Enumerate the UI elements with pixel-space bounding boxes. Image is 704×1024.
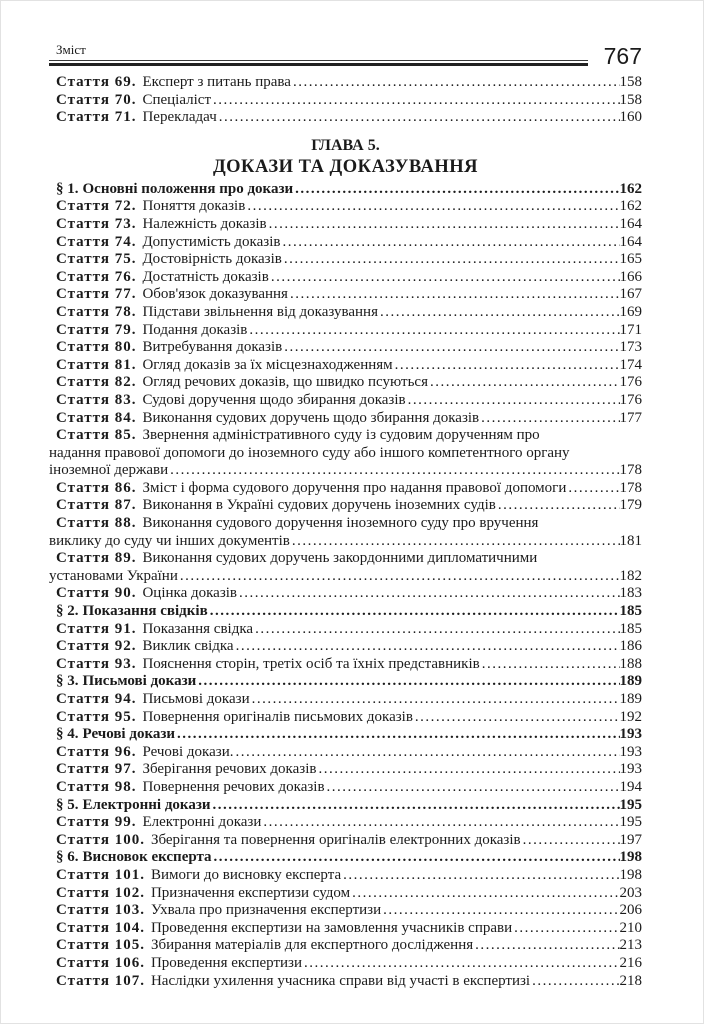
toc-entry (49, 673, 642, 691)
dot-leader (480, 656, 620, 674)
entry-title: Вимоги до висновку експерта (150, 866, 342, 883)
toc-entry (49, 427, 642, 480)
toc-entry-row (49, 603, 642, 621)
toc-entry (49, 339, 642, 357)
article-label: Стаття 99. (56, 814, 137, 831)
header-rule-block (49, 42, 588, 66)
toc-entry (49, 973, 642, 991)
entry-title: Виконання в Україні судових доручень іноземних судів (142, 497, 496, 514)
entry-page-number: 178 (619, 462, 642, 479)
toc-entry (49, 216, 642, 234)
dot-leader (406, 392, 620, 410)
entry-title: Витребування доказів (142, 339, 283, 356)
dot-leader (211, 92, 620, 110)
entry-title: Показання свідка (142, 620, 254, 637)
toc-entry-row (49, 832, 642, 850)
entry-title: Пояснення сторін, третіх осіб та їхніх представників (142, 655, 480, 672)
page-number: 767 (603, 43, 642, 69)
toc-entry-row (49, 234, 642, 252)
dot-leader (261, 814, 619, 832)
entry-title: Судові доручення щодо збирання доказів (142, 391, 406, 408)
dot-leader (168, 462, 619, 480)
entry-page-number: 169 (619, 303, 642, 320)
entry-title: Звернення адміністративного суду із судовим дорученням про (142, 427, 540, 444)
chapter-heading-line2: ДОКАЗИ ТА ДОКАЗУВАННЯ (212, 156, 479, 177)
toc-entry-row (49, 286, 642, 304)
dot-leader (381, 902, 619, 920)
article-label: Стаття 105. (56, 937, 145, 954)
toc-entry (49, 709, 642, 727)
entry-title: Зберігання речових доказів (142, 761, 317, 778)
article-label: Стаття 77. (56, 286, 137, 303)
running-title: Зміст (56, 42, 86, 57)
entry-page-number: 198 (619, 849, 642, 866)
toc-entry-row (49, 902, 642, 920)
entry-page-number: 167 (619, 286, 642, 303)
toc-entry-row (49, 814, 642, 832)
toc-entry (49, 726, 642, 744)
section-label: § 5. (56, 796, 79, 813)
dot-leader (234, 638, 620, 656)
toc-entry (49, 920, 642, 938)
dot-leader (208, 603, 620, 621)
entry-title: Зберігання та повернення оригіналів електронних доказів (150, 831, 521, 848)
dot-leader (302, 955, 620, 973)
entry-page-number: 193 (619, 761, 642, 778)
article-label: Стаття 103. (56, 902, 145, 919)
entry-title: Достовірність доказів (142, 251, 282, 268)
toc-entry (49, 797, 642, 815)
toc-entry-row (49, 251, 642, 269)
toc-entry-row (49, 322, 642, 340)
article-label: Стаття 95. (56, 708, 137, 725)
entry-page-number: 164 (619, 233, 642, 250)
toc-entry (49, 410, 642, 428)
entry-page-number: 198 (619, 866, 642, 883)
entry-title: Ухвала про призначення експертизи (150, 902, 382, 919)
entry-title: Допустимість доказів (142, 233, 281, 250)
entry-title: надання правової допомоги до іноземного суду або іншого компетентного органу (49, 444, 570, 461)
toc-entry (49, 621, 642, 639)
entry-title: Експерт з питань права (142, 74, 291, 90)
dot-leader (530, 973, 619, 991)
article-label: Стаття 98. (56, 778, 137, 795)
article-label: Стаття 72. (56, 198, 137, 215)
entry-title: Підстави звільнення від доказування (142, 303, 378, 320)
toc-entry (49, 885, 642, 903)
toc-entry-row (49, 392, 642, 410)
article-label: Стаття 101. (56, 866, 145, 883)
toc-entry (49, 234, 642, 252)
toc-entry (49, 550, 642, 585)
article-label: Стаття 104. (56, 919, 145, 936)
entry-page-number: 178 (619, 479, 642, 496)
entry-page-number: 192 (619, 708, 642, 725)
dot-leader (217, 109, 620, 127)
dot-leader (393, 357, 620, 375)
entry-title: Виконання судових доручень закордонними дипломатичними (142, 550, 538, 567)
dot-leader (250, 691, 620, 709)
article-label: Стаття 81. (56, 356, 137, 373)
entry-title: Проведення експертизи (150, 954, 302, 971)
dot-leader (428, 374, 620, 392)
toc-entry-row (49, 427, 642, 445)
toc-entry (49, 497, 642, 515)
toc-entry (49, 832, 642, 850)
entry-title: Показання свідків (82, 603, 208, 620)
toc-entry (49, 374, 642, 392)
entry-title: Виконання судових доручень щодо збирання доказів (142, 409, 480, 426)
entry-title: Речові докази. (142, 743, 234, 760)
entry-page-number: 174 (619, 356, 642, 373)
toc-entry-row (49, 515, 642, 533)
entry-page-number: 193 (619, 726, 642, 743)
entry-title: Повернення оригіналів письмових доказів (142, 708, 413, 725)
dot-leader (247, 322, 619, 340)
toc-entry-row (49, 621, 642, 639)
toc-entry-row (49, 568, 642, 586)
dot-leader (288, 286, 620, 304)
entry-page-number: 166 (619, 268, 642, 285)
toc-entry (49, 638, 642, 656)
dot-leader (282, 251, 620, 269)
entry-page-number: 162 (619, 180, 642, 197)
toc-entry-row (49, 744, 642, 762)
entry-title: Електронні докази (82, 796, 211, 813)
entry-title: Письмові докази (82, 673, 197, 690)
toc-entry (49, 603, 642, 621)
entry-title: Обов'язок доказування (142, 286, 288, 303)
entry-page-number: 162 (619, 198, 642, 215)
toc-entry (49, 656, 642, 674)
entry-page-number: 218 (619, 972, 642, 989)
dot-leader (341, 867, 619, 885)
toc-entry (49, 779, 642, 797)
toc-entry-row (49, 638, 642, 656)
entry-page-number: 210 (619, 919, 642, 936)
entry-page-number: 165 (619, 251, 642, 268)
entry-title: іноземної держави (49, 462, 169, 479)
article-label: Стаття 80. (56, 339, 137, 356)
entry-page-number: 194 (619, 778, 642, 795)
toc-entry-row (49, 339, 642, 357)
toc-entry-row (49, 304, 642, 322)
entry-page-number: 181 (619, 532, 642, 549)
entry-page-number: 185 (619, 603, 642, 620)
article-label: Стаття 91. (56, 620, 137, 637)
toc-entry (49, 74, 642, 92)
section-label: § 2. (56, 603, 79, 620)
toc-entry-row (49, 462, 642, 480)
entry-title: Основні положення про докази (82, 180, 294, 197)
entry-page-number: 158 (619, 91, 642, 108)
dot-leader (566, 480, 619, 498)
toc-entry-row (49, 445, 642, 463)
entry-title: Призначення експертизи судом (150, 884, 351, 901)
entry-page-number: 160 (619, 109, 642, 126)
toc-entry-row (49, 761, 642, 779)
article-label: Стаття 71. (56, 109, 137, 126)
entry-page-number: 203 (619, 884, 642, 901)
toc-entry (49, 902, 642, 920)
entry-page-number: 176 (619, 374, 642, 391)
toc-entry-row (49, 973, 642, 991)
toc-list (49, 74, 642, 990)
toc-entry (49, 109, 642, 127)
article-label: Стаття 83. (56, 391, 137, 408)
toc-entry-row (49, 585, 642, 603)
toc-entry-row (49, 374, 642, 392)
toc-entry-row (49, 269, 642, 287)
dot-leader (233, 744, 619, 762)
article-label: Стаття 84. (56, 409, 137, 426)
entry-page-number: 179 (619, 497, 642, 514)
article-label: Стаття 106. (56, 954, 145, 971)
toc-entry-row (49, 550, 642, 568)
dot-leader (178, 568, 620, 586)
dot-leader (245, 198, 619, 216)
entry-title: Електронні докази (142, 814, 262, 831)
entry-title: Висновок експерта (82, 849, 212, 866)
toc-entry (49, 92, 642, 110)
toc-entry (49, 357, 642, 375)
toc-entry-row (49, 181, 642, 199)
article-label: Стаття 94. (56, 691, 137, 707)
toc-entry (49, 867, 642, 885)
entry-title: Виклик свідка (142, 638, 234, 655)
toc-entry (49, 286, 642, 304)
article-label: Стаття 85. (56, 427, 137, 444)
entry-title: Письмові докази (142, 691, 250, 707)
entry-page-number: 186 (619, 638, 642, 655)
header-rule-thin (49, 60, 588, 61)
dot-leader (378, 304, 620, 322)
article-label: Стаття 100. (56, 831, 145, 848)
article-label: Стаття 96. (56, 743, 137, 760)
entry-title: Перекладач (142, 109, 217, 126)
entry-title: Проведення експертизи на замовлення учасників справи (150, 919, 513, 936)
article-label: Стаття 73. (56, 215, 137, 232)
header-rule-thick (49, 63, 588, 66)
article-label: Стаття 76. (56, 268, 137, 285)
entry-page-number: 197 (619, 831, 642, 848)
toc-entry-row (49, 726, 642, 744)
entry-title: Зміст і форма судового доручення про надання правової допомоги (142, 479, 567, 496)
dot-leader (290, 533, 620, 551)
entry-title: Поняття доказів (142, 198, 246, 215)
entry-page-number: 185 (619, 620, 642, 637)
entry-page-number: 206 (619, 902, 642, 919)
toc-entry (49, 814, 642, 832)
article-label: Стаття 97. (56, 761, 137, 778)
toc-entry-row (49, 92, 642, 110)
entry-page-number: 173 (619, 339, 642, 356)
entry-title: Повернення речових доказів (142, 778, 325, 795)
toc-entry-row (49, 955, 642, 973)
dot-leader (269, 269, 620, 287)
article-label: Стаття 93. (56, 655, 137, 672)
toc-entry-row (49, 885, 642, 903)
entry-title: Наслідки ухилення учасника справи від участі в експертизі (150, 972, 531, 989)
toc-entry-row (49, 849, 642, 867)
article-label: Стаття 79. (56, 321, 137, 338)
entry-page-number: 182 (619, 567, 642, 584)
dot-leader (512, 920, 619, 938)
entry-page-number: 177 (619, 409, 642, 426)
article-label: Стаття 69. (56, 74, 137, 90)
toc-entry-row (49, 480, 642, 498)
dot-leader (196, 673, 619, 691)
dot-leader (212, 849, 620, 867)
article-label: Стаття 102. (56, 884, 145, 901)
dot-leader (282, 339, 619, 357)
article-label: Стаття 75. (56, 251, 137, 268)
page-header (49, 42, 642, 69)
toc-entry (49, 761, 642, 779)
article-label: Стаття 78. (56, 303, 137, 320)
dot-leader (211, 797, 620, 815)
entry-title: Огляд речових доказів, що швидко псуються (142, 374, 428, 391)
toc-entry-row (49, 673, 642, 691)
entry-page-number: 164 (619, 215, 642, 232)
entry-title: Оцінка доказів (142, 585, 238, 602)
entry-title: Збирання матеріалів для експертного дослідження (150, 937, 474, 954)
toc-entry (49, 955, 642, 973)
article-label: Стаття 92. (56, 638, 137, 655)
section-label: § 4. (56, 726, 79, 743)
toc-entry-row (49, 109, 642, 127)
dot-leader (253, 621, 619, 639)
toc-entry (49, 251, 642, 269)
dot-leader (350, 885, 619, 903)
entry-title: Належність доказів (142, 215, 267, 232)
entry-title: Огляд доказів за їх місцезнаходженням (142, 356, 393, 373)
dot-leader (473, 937, 619, 955)
chapter-heading (49, 135, 642, 179)
article-label: Стаття 87. (56, 497, 137, 514)
entry-title: виклику до суду чи інших документів (49, 532, 290, 549)
toc-entry (49, 515, 642, 550)
dot-leader (496, 497, 620, 515)
entry-title: Спеціаліст (142, 91, 211, 108)
toc-entry-row (49, 867, 642, 885)
article-label: Стаття 88. (56, 515, 137, 532)
chapter-heading-line1: ГЛАВА 5. (311, 136, 380, 154)
section-label: § 6. (56, 849, 79, 866)
article-label: Стаття 90. (56, 585, 137, 602)
dot-leader (316, 761, 619, 779)
toc-entry-row (49, 920, 642, 938)
article-label: Стаття 74. (56, 233, 137, 250)
entry-title: установами України (49, 567, 178, 584)
entry-page-number: 216 (619, 954, 642, 971)
toc-entry-row (49, 410, 642, 428)
entry-page-number: 158 (619, 74, 642, 90)
toc-entry (49, 181, 642, 199)
toc-entry (49, 937, 642, 955)
article-label: Стаття 82. (56, 374, 137, 391)
section-label: § 3. (56, 673, 79, 690)
toc-entry-row (49, 74, 642, 92)
article-label: Стаття 107. (56, 972, 145, 989)
dot-leader (413, 709, 620, 727)
dot-leader (267, 216, 620, 234)
toc-entry (49, 322, 642, 340)
toc-entry-row (49, 357, 642, 375)
toc-entry-row (49, 691, 642, 709)
toc-entry (49, 269, 642, 287)
toc-entry-row (49, 497, 642, 515)
entry-title: Подання доказів (142, 321, 248, 338)
entry-page-number: 171 (619, 321, 642, 338)
article-label: Стаття 86. (56, 479, 137, 496)
toc-entry-row (49, 937, 642, 955)
toc-entry (49, 480, 642, 498)
toc-entry-row (49, 533, 642, 551)
toc-entry-row (49, 709, 642, 727)
entry-page-number: 188 (619, 655, 642, 672)
article-label: Стаття 89. (56, 550, 137, 567)
entry-page-number: 195 (619, 814, 642, 831)
toc-entry-row (49, 779, 642, 797)
entry-title: Речові докази (82, 726, 176, 743)
dot-leader (293, 181, 619, 199)
toc-entry-row (49, 216, 642, 234)
dot-leader (291, 74, 620, 92)
dot-leader (280, 234, 619, 252)
toc-entry (49, 849, 642, 867)
entry-page-number: 193 (619, 743, 642, 760)
toc-entry-row (49, 198, 642, 216)
entry-title: Достатність доказів (142, 268, 269, 285)
entry-title: Виконання судового доручення іноземного суду про вручення (142, 515, 539, 532)
entry-page-number: 189 (619, 691, 642, 707)
toc-entry (49, 744, 642, 762)
article-label: Стаття 70. (56, 91, 137, 108)
toc-entry (49, 198, 642, 216)
toc-entry (49, 691, 642, 709)
toc-entry (49, 392, 642, 410)
dot-leader (521, 832, 620, 850)
entry-page-number: 176 (619, 391, 642, 408)
entry-page-number: 189 (619, 673, 642, 690)
toc-entry (49, 304, 642, 322)
entry-page-number: 213 (619, 937, 642, 954)
dot-leader (237, 585, 619, 603)
dot-leader (479, 410, 619, 428)
toc-entry-row (49, 797, 642, 815)
section-label: § 1. (56, 180, 79, 197)
toc-entry-row (49, 656, 642, 674)
entry-page-number: 183 (619, 585, 642, 602)
dot-leader (175, 726, 619, 744)
entry-page-number: 195 (619, 796, 642, 813)
toc-entry (49, 585, 642, 603)
dot-leader (325, 779, 620, 797)
